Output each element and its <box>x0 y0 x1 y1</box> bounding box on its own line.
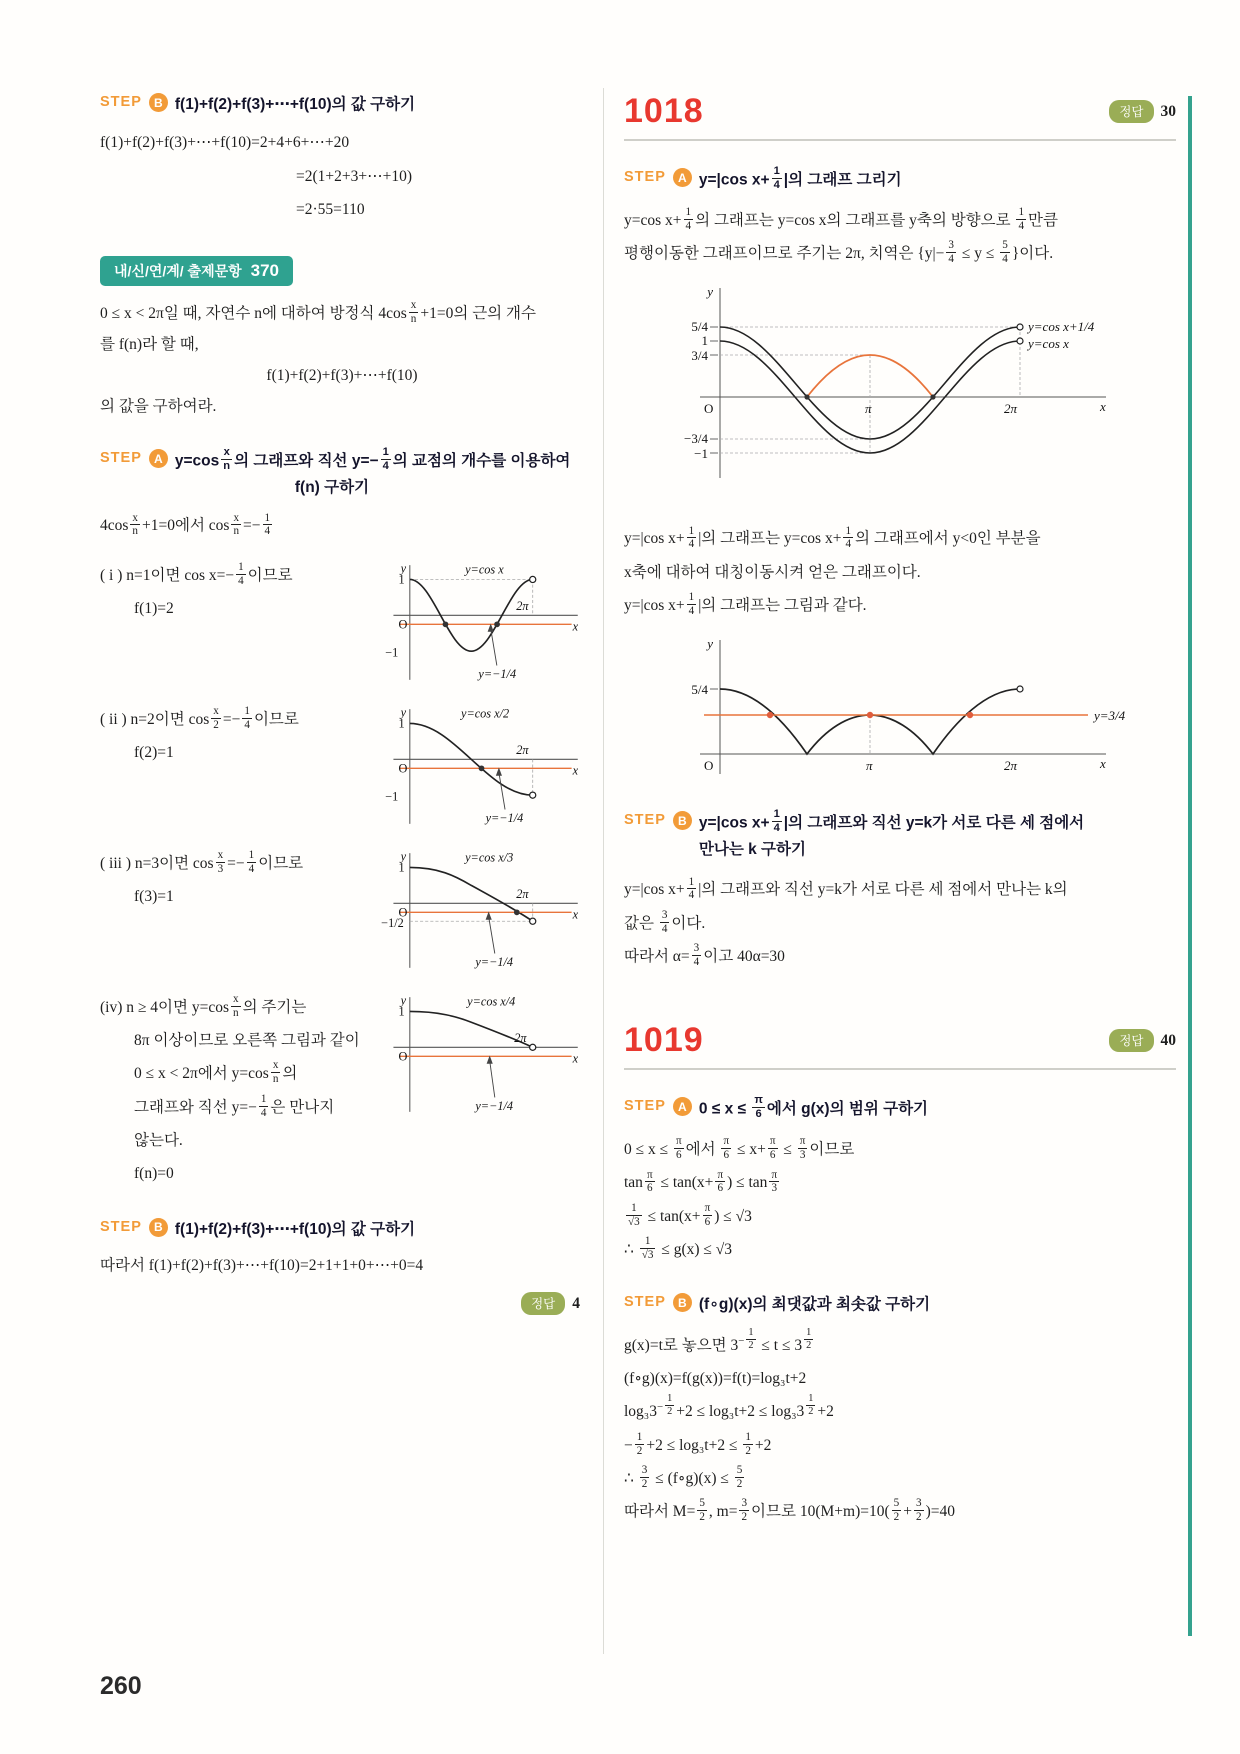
open-endpoint <box>530 576 536 582</box>
open-endpoint <box>1017 338 1023 344</box>
case-iii-row <box>100 847 584 975</box>
step-a-heading-1019 <box>624 1096 1176 1123</box>
linked-problem-number: 370 <box>250 261 280 281</box>
problem-number: 1019 <box>624 1021 704 1060</box>
solution-line: f(2)=1 <box>134 744 174 762</box>
solution-line: − $\frac{1}{2}$ +2 ≤ log₃t+2 ≤ $\frac{1}{2}$ +2 <box>624 1430 772 1457</box>
solution-line: 0 ≤ x ≤ $\frac{\pi}{6}$ 에서 $\frac{\pi}{6}$ ≤ x+ $\frac{\pi}{6}$ ≤ $\frac{\pi}{3}$ 이므로 <box>624 1135 855 1162</box>
step-a-heading <box>100 448 584 501</box>
right-column <box>624 92 1176 1529</box>
solution-line: tan $\frac{\pi}{6}$ ≤ tan(x+ $\frac{\pi}{6}$ ) ≤ tan $\frac{\pi}{3}$ <box>624 1168 778 1195</box>
tick-1: 1 <box>398 716 405 731</box>
step-letter-b-badge: B <box>673 1293 692 1312</box>
step-label: STEP <box>624 812 666 829</box>
solution-line: ∴ $\frac{3}{2}$ ≤ (f∘g)(x) ≤ $\frac{5}{2}$ <box>624 1464 743 1490</box>
answer-group <box>1109 100 1176 123</box>
graph-cos-x <box>379 559 584 687</box>
step-title <box>699 810 1084 863</box>
solution-paragraph <box>624 873 1176 973</box>
column-divider <box>603 88 604 1654</box>
linked-problem-badge <box>100 256 293 286</box>
solution-paragraph <box>624 1133 1176 1266</box>
step-b-heading-1018 <box>624 810 1176 863</box>
step-letter-a-badge: A <box>673 168 692 187</box>
intersection-dot <box>514 909 520 915</box>
graph-abs-cos-shift <box>660 634 1140 784</box>
curve-label: y=cos x/3 <box>465 850 514 865</box>
problem-statement <box>100 298 584 422</box>
origin-label: O <box>398 905 408 920</box>
x-axis-label: x <box>1100 399 1106 415</box>
axes <box>393 565 577 680</box>
label-arrow <box>499 772 505 809</box>
solution-line: g(x)=t로 놓으면 $3^{- \frac{1}{2}}$ ≤ t ≤ 3 $^{\frac{1}{2}}$ <box>624 1326 812 1354</box>
tick-2pi: 2π <box>516 742 529 757</box>
solution-line: f(1)=2 <box>134 600 174 618</box>
case-iv-text <box>100 991 366 1191</box>
x-axis-label: x <box>572 907 579 922</box>
case-iii-text <box>100 847 366 914</box>
intersection-dot <box>967 712 973 718</box>
intersection-dot <box>443 621 449 627</box>
step-title-line: 만나는 k 구하기 <box>698 841 806 859</box>
graph-labels <box>399 993 579 1112</box>
tick-arrows <box>710 327 718 453</box>
axes <box>393 853 577 968</box>
step-label: STEP <box>100 94 142 110</box>
graph-cos-x-over-4 <box>379 991 584 1119</box>
step-title: f(1)+f(2)+f(3)+⋯+f(10)의 값 구하기 <box>174 1220 416 1238</box>
origin-label: O <box>704 401 714 417</box>
step-label: STEP <box>624 1098 666 1115</box>
solution-line: ( i ) n=1이면 cos x=− $\frac{1}{4}$ 이므로 <box>100 560 293 587</box>
intersection-dot <box>479 765 485 771</box>
case-ii-text <box>100 703 366 770</box>
solution-line: y=|cos x+ $\frac{1}{4}$ |의 그래프는 그림과 같다. <box>624 591 867 617</box>
right-edge-bar <box>1188 96 1192 1636</box>
solution-line: 않는다. <box>134 1131 183 1149</box>
step-b-heading-1019 <box>624 1292 1176 1318</box>
calculation-block <box>100 126 584 226</box>
tick-1: 1 <box>398 860 405 875</box>
axis-crossing-dot <box>804 395 809 400</box>
curve1-label: y=cos x+1/4 <box>1028 319 1095 335</box>
axes <box>700 640 1106 774</box>
open-endpoint <box>1017 686 1023 692</box>
step-letter-b-badge: B <box>149 93 168 112</box>
open-endpoint <box>1017 324 1023 330</box>
origin-label: O <box>398 1049 408 1064</box>
step-b-heading-bottom <box>100 1217 584 1243</box>
answer-value: 30 <box>1160 102 1176 120</box>
axes <box>393 997 577 1112</box>
tick-5-4: 5/4 <box>691 682 708 698</box>
problem-line: 를 f(n)라 할 때, <box>100 336 199 354</box>
graph-cos-x-over-3 <box>379 847 584 975</box>
x-axis-label: x <box>572 619 579 634</box>
problem-line: f(1)+f(2)+f(3)+⋯+f(10) <box>266 367 418 385</box>
solution-line: f(n)=0 <box>134 1165 174 1183</box>
case-i-row <box>100 559 584 687</box>
y-axis-label: y <box>400 993 407 1008</box>
problem-line: 의 값을 구하여라. <box>100 398 217 416</box>
line-label: y=−1/4 <box>478 666 517 681</box>
problem-number: 1018 <box>624 92 704 130</box>
graph-cos-x-over-2 <box>379 703 584 831</box>
solution-line: y=|cos x+ $\frac{1}{4}$ |의 그래프는 y=cos x+ $\frac{1}{4}$ 의 그래프에서 y<0인 부분을 <box>624 524 1041 551</box>
solution-line: ( ii ) n=2이면 cos $\frac{x}{2}$ =− $\frac{1}{4}$ 이므로 <box>100 704 299 731</box>
origin-label: O <box>398 617 408 632</box>
solution-line: $\log_33^{- \frac{1}{2}}$ +2 ≤ log₃t+2 ≤ log₃3 $^{\frac{1}{2}}$ +2 <box>624 1393 834 1421</box>
answer-group <box>1109 1029 1176 1052</box>
y-axis-label: y <box>400 561 407 576</box>
solution-paragraph <box>624 522 1176 622</box>
step-title-line: y=|cos x+ $\frac{1}{4}$ |의 그래프와 직선 y=k가 서로 다른 세 점에서 <box>698 808 1085 835</box>
line-label: y=−1/4 <box>475 954 514 969</box>
tick-neg-3-4: −3/4 <box>684 431 708 447</box>
solution-line: 8π 이상이므로 오른쪽 그림과 같이 <box>134 1032 360 1050</box>
tick-2pi: 2π <box>516 886 529 901</box>
x-axis-label: x <box>1100 756 1106 772</box>
x-axis-label: x <box>572 1051 579 1066</box>
answer-badge: 정답 <box>1109 100 1153 123</box>
y-axis-label: y <box>707 284 713 300</box>
y-axis-label: y <box>707 636 713 652</box>
solution-line: ∴ $\frac{1}{√3}$ ≤ g(x) ≤ √3 <box>624 1235 733 1262</box>
label-arrow <box>489 916 495 953</box>
solution-line: 4cos $\frac{x}{n}$ +1=0에서 cos $\frac{x}{n}$ =− $\frac{1}{4}$ <box>100 511 271 538</box>
tick-1: 1 <box>398 572 405 587</box>
tick-neg-1: −1 <box>694 446 708 462</box>
step-label: STEP <box>100 450 142 467</box>
solution-line: f(3)=1 <box>134 888 174 906</box>
step-label: STEP <box>624 1294 666 1311</box>
curve2-label: y=cos x <box>1028 336 1069 352</box>
answer-badge: 정답 <box>1109 1029 1153 1052</box>
step-letter-b-badge: B <box>149 1218 168 1237</box>
step-title: 0 ≤ x ≤ $\frac{\pi}{6}$ 에서 g(x)의 범위 구하기 <box>698 1094 929 1121</box>
guide-lines <box>410 579 533 615</box>
curve-label: y=cos x <box>465 562 504 577</box>
answer-group <box>521 1292 580 1315</box>
problem-1019-header <box>624 1021 1176 1070</box>
graph2-wrapper <box>624 634 1176 784</box>
solution-line: 평행이동한 그래프이므로 주기는 2π, 치역은 {y|− $\frac{3}{4}$ ≤ y ≤ $\frac{5}{4}$ }이다. <box>624 239 1054 266</box>
solution-line: ( iii ) n=3이면 cos $\frac{x}{3}$ =− $\frac{1}{4}$ 이므로 <box>100 848 304 875</box>
case-i-text <box>100 559 366 626</box>
guide-lines <box>720 327 1020 453</box>
left-column <box>100 92 584 1315</box>
origin-label: O <box>704 758 714 774</box>
tick-2pi: 2π <box>516 598 529 613</box>
tick-5-4: 5/4 <box>691 319 708 335</box>
y-axis-label: y <box>400 849 407 864</box>
step-title: f(1)+f(2)+f(3)+⋯+f(10)의 값 구하기 <box>174 96 416 113</box>
tick-neg1: −1 <box>385 788 399 803</box>
solution-paragraph <box>624 204 1176 271</box>
step-title: (f∘g)(x)의 최댓값과 최솟값 구하기 <box>698 1296 931 1314</box>
calc-line: =2(1+2+3+⋯+10) <box>296 167 413 185</box>
solution-line: 그래프와 직선 y=− $\frac{1}{4}$ 은 만나지 <box>134 1092 335 1119</box>
case-iv-row <box>100 991 584 1191</box>
axes <box>393 709 577 824</box>
tick-2pi: 2π <box>1004 758 1018 774</box>
solution-line: 따라서 M= $\frac{5}{2}$ , m= $\frac{3}{2}$ 이므로 10(M+m)=10( $\frac{5}{2}$ + $\frac{3}{2}$ )=40 <box>624 1497 955 1524</box>
tick-1: 1 <box>398 1004 405 1019</box>
open-endpoint <box>530 1044 536 1050</box>
step-title: y=|cos x+ $\frac{1}{4}$ |의 그래프 그리기 <box>698 165 902 191</box>
tick-1: 1 <box>701 333 708 349</box>
solution-line: $\frac{1}{√3}$ ≤ tan(x+ $\frac{\pi}{6}$ ) ≤ √3 <box>628 1201 752 1228</box>
curve-label: y=cos x/2 <box>461 706 510 721</box>
step-title-line: y=cos $\frac{x}{n}$ 의 그래프와 직선 y=− $\frac{1}{4}$ 의 교점의 개수를 이용하여 <box>174 446 571 473</box>
step-title-line: f(n) 구하기 <box>294 479 370 497</box>
intersection-dot <box>867 712 873 718</box>
solution-line: x축에 대하여 대칭이동시켜 얻은 그래프이다. <box>624 563 921 581</box>
step-title <box>175 448 571 501</box>
solution-line: 따라서 α= $\frac{3}{4}$ 이고 40α=30 <box>624 942 785 968</box>
solution-line: 0 ≤ x < 2π에서 y=cos $\frac{x}{n}$ 의 <box>134 1059 298 1086</box>
step-letter-b-badge: B <box>673 811 692 830</box>
linked-problem-label: 내/신/연/계/ 출제문항 <box>114 263 242 280</box>
intersection-dot <box>494 621 500 627</box>
tick-3-4: 3/4 <box>691 348 708 364</box>
axis-crossing-dot <box>930 395 935 400</box>
page-number: 260 <box>100 1672 142 1700</box>
calc-line: f(1)+f(2)+f(3)+⋯+f(10)=2+4+6+⋯+20 <box>100 134 350 152</box>
step-a-heading-1018 <box>624 167 1176 194</box>
label-arrow <box>490 1060 495 1097</box>
calc-line: =2·55=110 <box>296 200 365 218</box>
open-endpoint <box>530 792 536 798</box>
graph-cos-shift <box>660 282 1140 512</box>
graph-labels <box>684 284 1106 461</box>
tick-pi: π <box>866 758 873 774</box>
problem-1018-header <box>624 92 1176 141</box>
tick-neg1: −1 <box>385 644 399 659</box>
label-arrow <box>491 628 497 665</box>
step-label: STEP <box>100 1218 142 1235</box>
answer-value: 40 <box>1160 1031 1176 1049</box>
line-label: y=3/4 <box>1094 708 1126 724</box>
y-axis-label: y <box>400 705 407 720</box>
tick-pi: π <box>865 401 872 417</box>
line-label: y=−1/4 <box>475 1098 514 1113</box>
case-ii-row <box>100 703 584 831</box>
solution-line: y=|cos x+ $\frac{1}{4}$ |의 그래프와 직선 y=k가 서로 다른 세 점에서 만나는 k의 <box>624 875 1068 902</box>
solution-line: 값은 $\frac{3}{4}$ 이다. <box>624 908 706 935</box>
tick-neg-half: −1/2 <box>381 915 404 930</box>
graph1-wrapper <box>624 282 1176 512</box>
solution-line: y=cos x+ $\frac{1}{4}$ 의 그래프는 y=cos x의 그래프를 y축의 방향으로 $\frac{1}{4}$ 만큼 <box>624 205 1058 232</box>
tick-2pi: 2π <box>514 1030 527 1045</box>
step-letter-a-badge: A <box>149 449 168 468</box>
axes <box>700 288 1106 478</box>
solution-line: 따라서 f(1)+f(2)+f(3)+⋯+f(10)=2+1+1+0+⋯+0=4 <box>100 1256 424 1274</box>
x-axis-label: x <box>572 763 579 778</box>
answer-value: 4 <box>572 1294 580 1312</box>
solution-line: (f∘g)(x)=f(g(x))=f(t)=log₃t+2 <box>624 1370 807 1388</box>
step-label: STEP <box>624 169 666 185</box>
solution-paragraph <box>624 1326 1176 1529</box>
solution-line: (iv) n ≥ 4이면 y=cos $\frac{x}{n}$ 의 주기는 <box>100 992 307 1019</box>
tick-2pi: 2π <box>1004 401 1018 417</box>
graph-labels <box>691 636 1125 773</box>
open-endpoint <box>530 918 536 924</box>
answer-badge: 정답 <box>521 1292 565 1315</box>
curve-label: y=cos x/4 <box>467 994 516 1009</box>
step-letter-a-badge: A <box>673 1097 692 1116</box>
line-label: y=−1/4 <box>485 810 524 825</box>
intersection-dot <box>767 712 773 718</box>
problem-line: 0 ≤ x < 2π일 때, 자연수 n에 대하여 방정식 4cos $\frac{x}{n}$ +1=0의 근의 개수 <box>100 299 536 326</box>
origin-label: O <box>398 761 408 776</box>
step-b-heading-top <box>100 92 584 118</box>
answer-line <box>100 1292 584 1315</box>
